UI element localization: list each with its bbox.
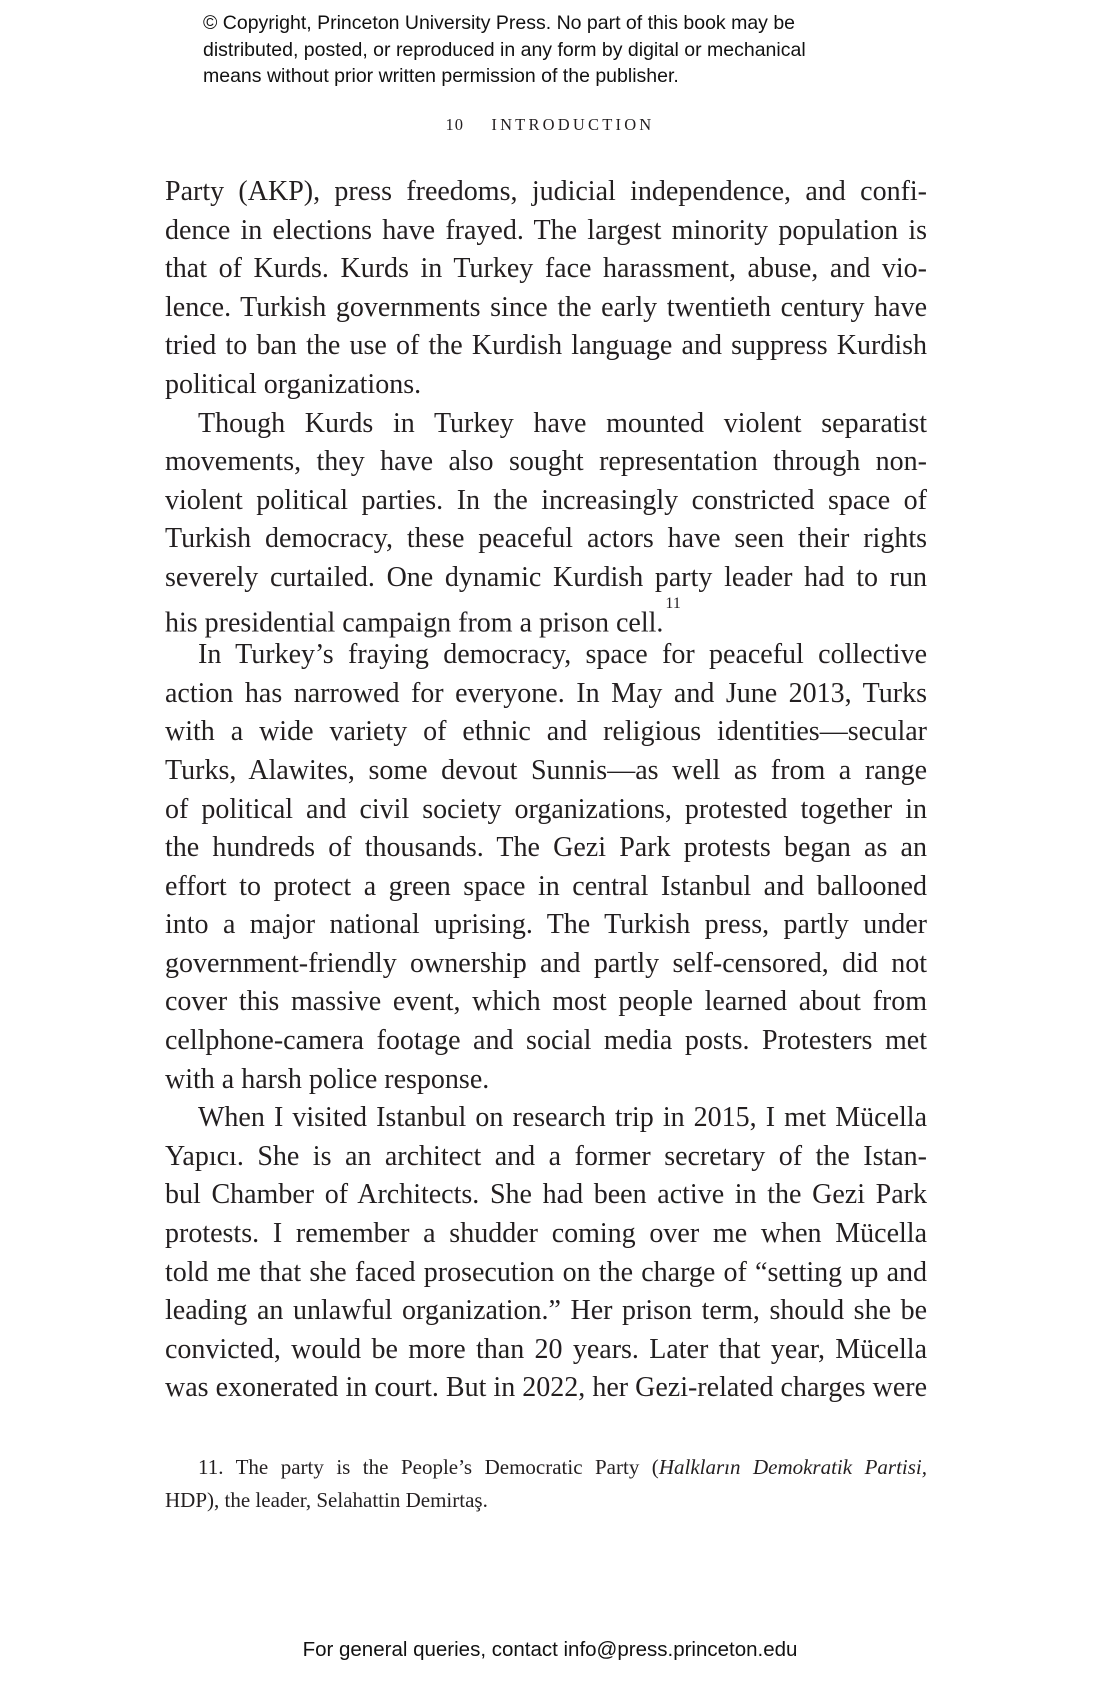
- body-text: [165, 173, 927, 1408]
- text-line: his presidential campaign from a prison cell.: [165, 606, 664, 638]
- text-line: political organizations.: [165, 368, 422, 400]
- text-line: cellphone-camera footage and social media posts. Protesters met: [165, 1025, 927, 1057]
- text-line: of political and civil society organizations, protested together in: [165, 793, 927, 825]
- text-line: In Turkey’s fraying democracy, space for peaceful collective: [198, 639, 927, 671]
- text-line: leading an unlawful organization.” Her prison term, should she be: [165, 1295, 927, 1327]
- footnote-italic-text: Halkların Demokratik Partisi,: [658, 1455, 927, 1479]
- text-line: told me that she faced prosecution on the charge of “setting up and: [165, 1256, 927, 1288]
- text-line: bul Chamber of Architects. She had been active in the Gezi Park: [165, 1179, 927, 1211]
- footnote-reference: 11: [665, 594, 681, 612]
- running-head: [0, 115, 1100, 135]
- text-line: dence in elections have frayed. The largest minority population is: [165, 214, 927, 246]
- footnote-text: 11. The party is the People’s Democratic Party (: [198, 1455, 659, 1479]
- text-line: action has narrowed for everyone. In May and June 2013, Turks: [165, 677, 927, 709]
- footnote-line: [165, 1451, 927, 1484]
- text-line: When I visited Istanbul on research trip in 2015, I met Mücella: [198, 1102, 927, 1134]
- footnote-line: HDP), the leader, Selahattin Demirtaş.: [165, 1488, 488, 1512]
- text-line: protests. I remember a shudder coming over me when Mücella: [165, 1218, 927, 1250]
- text-line: movements, they have also sought representation through non-: [165, 446, 927, 478]
- text-line: lence. Turkish governments since the early twentieth century have: [165, 291, 927, 323]
- copyright-line: © Copyright, Princeton University Press. No part of this book may be: [203, 12, 796, 34]
- text-line: that of Kurds. Kurds in Turkey face harassment, abuse, and vio-: [165, 253, 927, 285]
- text-line: effort to protect a green space in central Istanbul and ballooned: [165, 870, 927, 902]
- footer-contact: For general queries, contact info@press.princeton.edu: [302, 1638, 798, 1661]
- text-line: government-friendly ownership and partly self-censored, did not: [165, 947, 927, 979]
- text-line: Yapıcı. She is an architect and a former secretary of the Istan-: [165, 1140, 927, 1172]
- text-line: severely curtailed. One dynamic Kurdish party leader had to run: [165, 561, 927, 593]
- text-line: the hundreds of thousands. The Gezi Park protests began as an: [165, 832, 927, 864]
- text-line: with a harsh police response.: [165, 1063, 490, 1095]
- text-line: was exonerated in court. But in 2022, her Gezi-related charges were: [165, 1372, 927, 1404]
- text-line: tried to ban the use of the Kurdish language and suppress Kurdish: [165, 330, 927, 362]
- copyright-line: distributed, posted, or reproduced in any form by digital or mechanical: [203, 38, 806, 61]
- text-line: violent political parties. In the increasingly constricted space of: [165, 484, 927, 516]
- copyright-notice: [203, 10, 923, 90]
- text-line: cover this massive event, which most people learned about from: [165, 986, 927, 1018]
- copyright-line: means without prior written permission of the publisher.: [203, 65, 679, 87]
- text-line: into a major national uprising. The Turkish press, partly under: [165, 909, 927, 941]
- text-line: Turkish democracy, these peaceful actors have seen their rights: [165, 523, 927, 555]
- page-number: 10: [445, 115, 465, 134]
- footnote: [165, 1451, 927, 1517]
- text-line: Turks, Alawites, some devout Sunnis—as well as from a range: [165, 754, 927, 786]
- text-line: convicted, would be more than 20 years. Later that year, Mücella: [165, 1333, 927, 1365]
- text-line: Though Kurds in Turkey have mounted violent separatist: [198, 407, 927, 439]
- text-line-with-footnote: [165, 594, 927, 638]
- chapter-title: INTRODUCTION: [491, 115, 655, 134]
- text-line: with a wide variety of ethnic and religious identities—secular: [165, 716, 927, 748]
- text-line: Party (AKP), press freedoms, judicial independence, and confi-: [165, 176, 927, 207]
